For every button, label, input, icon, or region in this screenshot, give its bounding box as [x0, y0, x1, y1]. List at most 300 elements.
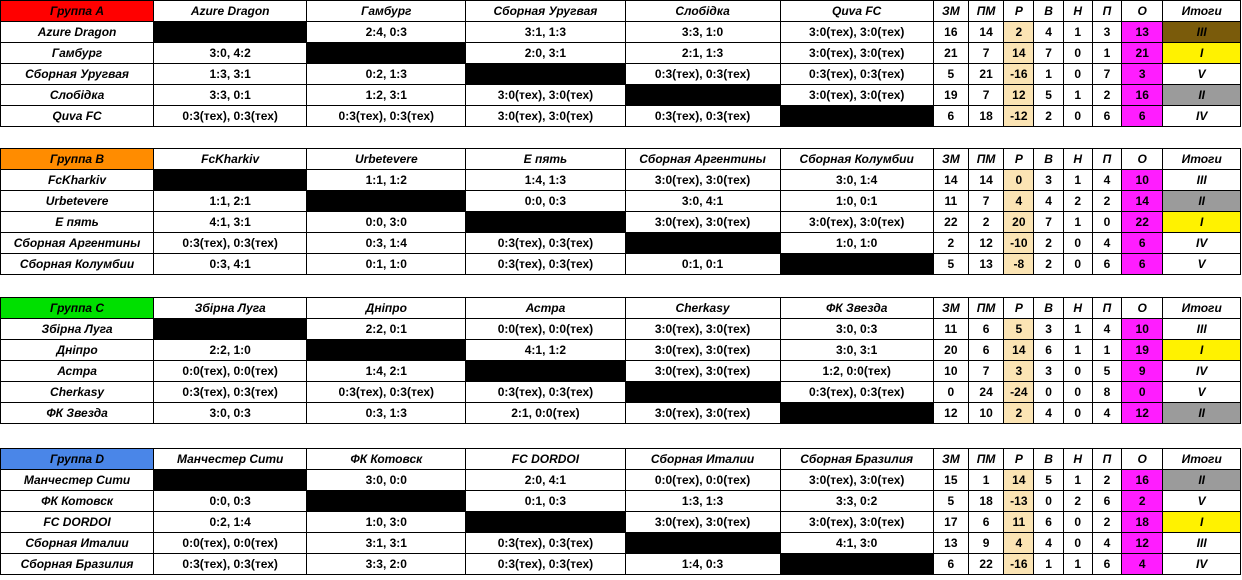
self-match-cell	[466, 64, 625, 85]
match-score-cell: 2:2, 0:1	[307, 319, 466, 340]
draws: 0	[1063, 233, 1092, 254]
final-rank: V	[1163, 491, 1241, 512]
group-title: Группа В	[1, 149, 154, 170]
match-score-cell: 0:3(тех), 0:3(тех)	[466, 254, 625, 275]
match-score-cell: 0:2, 1:3	[307, 64, 466, 85]
self-match-cell	[780, 403, 933, 424]
losses: 4	[1092, 170, 1121, 191]
wins: 6	[1034, 340, 1063, 361]
losses: 4	[1092, 319, 1121, 340]
self-match-cell	[625, 533, 780, 554]
wins: 3	[1034, 361, 1063, 382]
table-row	[1, 43, 1241, 64]
match-score-cell: 1:0, 1:0	[780, 233, 933, 254]
header-row	[1, 1, 1241, 22]
points: 6	[1122, 254, 1163, 275]
wins: 2	[1034, 233, 1063, 254]
row-team-name: Сборная Колумбии	[1, 254, 154, 275]
goals-scored: 11	[933, 319, 968, 340]
draws: 1	[1063, 212, 1092, 233]
column-header-zm: ЗМ	[933, 149, 968, 170]
self-match-cell	[154, 470, 307, 491]
draws: 0	[1063, 64, 1092, 85]
row-team-name: Гамбург	[1, 43, 154, 64]
points: 12	[1122, 403, 1163, 424]
match-score-cell: 3:0(тех), 3:0(тех)	[625, 170, 780, 191]
match-score-cell: 2:4, 0:3	[307, 22, 466, 43]
column-header-team: Cherkasy	[625, 298, 780, 319]
final-rank: V	[1163, 254, 1241, 275]
match-score-cell: 0:0(тех), 0:0(тех)	[625, 470, 780, 491]
goals-scored: 14	[933, 170, 968, 191]
match-score-cell: 0:0(тех), 0:0(тех)	[154, 533, 307, 554]
match-score-cell: 2:1, 0:0(тех)	[466, 403, 625, 424]
match-score-cell: 0:1, 0:1	[625, 254, 780, 275]
goals-scored: 2	[933, 233, 968, 254]
match-score-cell: 1:1, 1:2	[307, 170, 466, 191]
points: 19	[1122, 340, 1163, 361]
goals-scored: 16	[933, 22, 968, 43]
goal-difference: 14	[1004, 470, 1034, 491]
match-score-cell: 1:3, 1:3	[625, 491, 780, 512]
row-team-name: ФК Котовск	[1, 491, 154, 512]
match-score-cell: 3:3, 2:0	[307, 554, 466, 575]
table-row	[1, 319, 1241, 340]
row-team-name: Сборная Бразилия	[1, 554, 154, 575]
column-header-team: Е пять	[466, 149, 625, 170]
match-score-cell: 3:0(тех), 3:0(тех)	[625, 512, 780, 533]
match-score-cell: 3:0(тех), 3:0(тех)	[780, 22, 933, 43]
final-rank: I	[1163, 340, 1241, 361]
match-score-cell: 3:0(тех), 3:0(тех)	[466, 106, 625, 127]
column-header-team: Збірна Луга	[154, 298, 307, 319]
wins: 5	[1034, 85, 1063, 106]
column-header-r: Р	[1004, 449, 1034, 470]
row-team-name: Астра	[1, 361, 154, 382]
goal-difference: -13	[1004, 491, 1034, 512]
row-team-name: Е пять	[1, 212, 154, 233]
wins: 4	[1034, 403, 1063, 424]
match-score-cell: 1:0, 0:1	[780, 191, 933, 212]
match-score-cell: 1:3, 3:1	[154, 64, 307, 85]
self-match-cell	[625, 233, 780, 254]
group-title: Группа D	[1, 449, 154, 470]
goals-scored: 5	[933, 254, 968, 275]
wins: 4	[1034, 533, 1063, 554]
points: 14	[1122, 191, 1163, 212]
column-header-r: Р	[1004, 1, 1034, 22]
table-row	[1, 403, 1241, 424]
match-score-cell: 0:3(тех), 0:3(тех)	[154, 382, 307, 403]
match-score-cell: 0:3(тех), 0:3(тех)	[466, 382, 625, 403]
draws: 0	[1063, 403, 1092, 424]
row-team-name: Azure Dragon	[1, 22, 154, 43]
match-score-cell: 0:3(тех), 0:3(тех)	[307, 382, 466, 403]
points: 16	[1122, 470, 1163, 491]
column-header-o: О	[1122, 149, 1163, 170]
table-row	[1, 85, 1241, 106]
match-score-cell: 3:0(тех), 3:0(тех)	[625, 340, 780, 361]
column-header-v: В	[1034, 298, 1063, 319]
self-match-cell	[625, 382, 780, 403]
final-rank: II	[1163, 85, 1241, 106]
table-row	[1, 533, 1241, 554]
final-rank: V	[1163, 64, 1241, 85]
match-score-cell: 4:1, 3:0	[780, 533, 933, 554]
goal-difference: -16	[1004, 554, 1034, 575]
column-header-team: Астра	[466, 298, 625, 319]
group-standings-table	[0, 297, 1241, 424]
losses: 2	[1092, 191, 1121, 212]
column-header-team: Quva FC	[780, 1, 933, 22]
group-standings-table	[0, 448, 1241, 575]
points: 10	[1122, 319, 1163, 340]
column-header-team: Сборная Колумбии	[780, 149, 933, 170]
group-title: Группа С	[1, 298, 154, 319]
points: 12	[1122, 533, 1163, 554]
losses: 2	[1092, 512, 1121, 533]
column-header-n: Н	[1063, 449, 1092, 470]
losses: 1	[1092, 340, 1121, 361]
group-table-2	[0, 148, 1241, 275]
self-match-cell	[154, 170, 307, 191]
self-match-cell	[780, 106, 933, 127]
table-row	[1, 254, 1241, 275]
points: 6	[1122, 106, 1163, 127]
match-score-cell: 3:0(тех), 3:0(тех)	[466, 85, 625, 106]
final-rank: II	[1163, 470, 1241, 491]
row-team-name: Quva FC	[1, 106, 154, 127]
goals-conceded: 1	[968, 470, 1003, 491]
column-header-p: П	[1092, 449, 1121, 470]
goals-scored: 10	[933, 361, 968, 382]
match-score-cell: 3:0, 0:0	[307, 470, 466, 491]
wins: 6	[1034, 512, 1063, 533]
column-header-team: Манчестер Сити	[154, 449, 307, 470]
self-match-cell	[780, 554, 933, 575]
match-score-cell: 1:2, 3:1	[307, 85, 466, 106]
self-match-cell	[154, 22, 307, 43]
final-rank: V	[1163, 382, 1241, 403]
column-header-zm: ЗМ	[933, 1, 968, 22]
column-header-pm: ПМ	[968, 449, 1003, 470]
goal-difference: -24	[1004, 382, 1034, 403]
draws: 2	[1063, 191, 1092, 212]
wins: 0	[1034, 382, 1063, 403]
match-score-cell: 3:0(тех), 3:0(тех)	[780, 43, 933, 64]
self-match-cell	[307, 43, 466, 64]
final-rank: I	[1163, 43, 1241, 64]
wins: 2	[1034, 254, 1063, 275]
goal-difference: -16	[1004, 64, 1034, 85]
column-header-team: Слобідка	[625, 1, 780, 22]
losses: 0	[1092, 212, 1121, 233]
self-match-cell	[154, 319, 307, 340]
row-team-name: FcKharkiv	[1, 170, 154, 191]
row-team-name: Дніпро	[1, 340, 154, 361]
points: 18	[1122, 512, 1163, 533]
match-score-cell: 0:3(тех), 0:3(тех)	[466, 233, 625, 254]
header-row	[1, 149, 1241, 170]
self-match-cell	[307, 191, 466, 212]
column-header-team: FcKharkiv	[154, 149, 307, 170]
goals-scored: 17	[933, 512, 968, 533]
match-score-cell: 3:0(тех), 3:0(тех)	[780, 212, 933, 233]
draws: 0	[1063, 254, 1092, 275]
match-score-cell: 3:3, 1:0	[625, 22, 780, 43]
goals-scored: 15	[933, 470, 968, 491]
match-score-cell: 0:0(тех), 0:0(тех)	[154, 361, 307, 382]
goals-conceded: 6	[968, 512, 1003, 533]
goals-conceded: 13	[968, 254, 1003, 275]
row-team-name: ФК Звезда	[1, 403, 154, 424]
goals-scored: 5	[933, 491, 968, 512]
draws: 1	[1063, 85, 1092, 106]
group-table-1	[0, 0, 1241, 127]
match-score-cell: 3:1, 3:1	[307, 533, 466, 554]
goal-difference: 14	[1004, 43, 1034, 64]
match-score-cell: 0:3(тех), 0:3(тех)	[307, 106, 466, 127]
draws: 0	[1063, 512, 1092, 533]
wins: 3	[1034, 170, 1063, 191]
column-header-v: В	[1034, 149, 1063, 170]
draws: 1	[1063, 319, 1092, 340]
row-team-name: Сборная Уругвая	[1, 64, 154, 85]
row-team-name: Urbetevere	[1, 191, 154, 212]
table-row	[1, 22, 1241, 43]
column-header-r: Р	[1004, 149, 1034, 170]
goal-difference: 14	[1004, 340, 1034, 361]
match-score-cell: 3:0(тех), 3:0(тех)	[780, 512, 933, 533]
match-score-cell: 1:4, 0:3	[625, 554, 780, 575]
draws: 0	[1063, 106, 1092, 127]
wins: 4	[1034, 22, 1063, 43]
goal-difference: -12	[1004, 106, 1034, 127]
goals-conceded: 6	[968, 319, 1003, 340]
match-score-cell: 4:1, 3:1	[154, 212, 307, 233]
goals-conceded: 18	[968, 106, 1003, 127]
match-score-cell: 0:1, 1:0	[307, 254, 466, 275]
match-score-cell: 3:0, 0:3	[154, 403, 307, 424]
table-row	[1, 64, 1241, 85]
goals-conceded: 24	[968, 382, 1003, 403]
goals-conceded: 7	[968, 85, 1003, 106]
points: 9	[1122, 361, 1163, 382]
match-score-cell: 3:0, 4:2	[154, 43, 307, 64]
table-row	[1, 212, 1241, 233]
goal-difference: 3	[1004, 361, 1034, 382]
goal-difference: 0	[1004, 170, 1034, 191]
match-score-cell: 3:0(тех), 3:0(тех)	[625, 319, 780, 340]
wins: 1	[1034, 64, 1063, 85]
draws: 0	[1063, 533, 1092, 554]
row-team-name: Слобідка	[1, 85, 154, 106]
match-score-cell: 0:3, 4:1	[154, 254, 307, 275]
column-header-team: FC DORDOI	[466, 449, 625, 470]
column-header-team: Urbetevere	[307, 149, 466, 170]
column-header-p: П	[1092, 149, 1121, 170]
self-match-cell	[307, 491, 466, 512]
goal-difference: 11	[1004, 512, 1034, 533]
final-rank: IV	[1163, 233, 1241, 254]
draws: 1	[1063, 340, 1092, 361]
self-match-cell	[780, 254, 933, 275]
goal-difference: 2	[1004, 403, 1034, 424]
match-score-cell: 0:0, 3:0	[307, 212, 466, 233]
column-header-v: В	[1034, 449, 1063, 470]
losses: 8	[1092, 382, 1121, 403]
column-header-pm: ПМ	[968, 149, 1003, 170]
column-header-team: ФК Звезда	[780, 298, 933, 319]
match-score-cell: 3:0(тех), 3:0(тех)	[625, 212, 780, 233]
column-header-n: Н	[1063, 1, 1092, 22]
goals-conceded: 12	[968, 233, 1003, 254]
table-row	[1, 491, 1241, 512]
table-row	[1, 470, 1241, 491]
losses: 6	[1092, 106, 1121, 127]
goals-scored: 19	[933, 85, 968, 106]
wins: 7	[1034, 43, 1063, 64]
match-score-cell: 3:0, 3:1	[780, 340, 933, 361]
self-match-cell	[466, 361, 625, 382]
final-rank: III	[1163, 533, 1241, 554]
goal-difference: 4	[1004, 533, 1034, 554]
column-header-o: О	[1122, 1, 1163, 22]
table-row	[1, 233, 1241, 254]
match-score-cell: 0:3(тех), 0:3(тех)	[466, 554, 625, 575]
losses: 5	[1092, 361, 1121, 382]
match-score-cell: 3:0(тех), 3:0(тех)	[780, 470, 933, 491]
goals-conceded: 14	[968, 22, 1003, 43]
match-score-cell: 0:3, 1:3	[307, 403, 466, 424]
draws: 1	[1063, 470, 1092, 491]
points: 13	[1122, 22, 1163, 43]
final-rank: II	[1163, 403, 1241, 424]
match-score-cell: 0:3, 1:4	[307, 233, 466, 254]
match-score-cell: 1:0, 3:0	[307, 512, 466, 533]
draws: 0	[1063, 43, 1092, 64]
match-score-cell: 2:0, 3:1	[466, 43, 625, 64]
points: 22	[1122, 212, 1163, 233]
match-score-cell: 3:3, 0:1	[154, 85, 307, 106]
draws: 0	[1063, 361, 1092, 382]
column-header-pm: ПМ	[968, 298, 1003, 319]
goals-conceded: 7	[968, 191, 1003, 212]
match-score-cell: 0:3(тех), 0:3(тех)	[625, 64, 780, 85]
table-row	[1, 554, 1241, 575]
goal-difference: -8	[1004, 254, 1034, 275]
self-match-cell	[625, 85, 780, 106]
column-header-p: П	[1092, 298, 1121, 319]
final-rank: III	[1163, 319, 1241, 340]
self-match-cell	[466, 212, 625, 233]
losses: 6	[1092, 554, 1121, 575]
table-row	[1, 382, 1241, 403]
losses: 6	[1092, 254, 1121, 275]
match-score-cell: 0:3(тех), 0:3(тех)	[780, 64, 933, 85]
final-rank: IV	[1163, 106, 1241, 127]
column-header-team: ФК Котовск	[307, 449, 466, 470]
column-header-p: П	[1092, 1, 1121, 22]
losses: 4	[1092, 533, 1121, 554]
column-header-zm: ЗМ	[933, 449, 968, 470]
match-score-cell: 3:0(тех), 3:0(тех)	[625, 361, 780, 382]
goal-difference: 20	[1004, 212, 1034, 233]
goal-difference: 5	[1004, 319, 1034, 340]
table-row	[1, 170, 1241, 191]
group-table-3	[0, 297, 1241, 424]
match-score-cell: 3:0, 1:4	[780, 170, 933, 191]
goal-difference: -10	[1004, 233, 1034, 254]
final-rank: IV	[1163, 361, 1241, 382]
losses: 2	[1092, 470, 1121, 491]
match-score-cell: 0:3(тех), 0:3(тех)	[780, 382, 933, 403]
goals-conceded: 9	[968, 533, 1003, 554]
goals-scored: 20	[933, 340, 968, 361]
goal-difference: 12	[1004, 85, 1034, 106]
column-header-team: Сборная Аргентины	[625, 149, 780, 170]
table-row	[1, 106, 1241, 127]
column-header-o: О	[1122, 449, 1163, 470]
wins: 5	[1034, 470, 1063, 491]
table-row	[1, 340, 1241, 361]
column-header-r: Р	[1004, 298, 1034, 319]
goals-conceded: 2	[968, 212, 1003, 233]
final-rank: I	[1163, 512, 1241, 533]
points: 16	[1122, 85, 1163, 106]
column-header-n: Н	[1063, 298, 1092, 319]
match-score-cell: 2:0, 4:1	[466, 470, 625, 491]
match-score-cell: 0:0, 0:3	[154, 491, 307, 512]
goals-scored: 0	[933, 382, 968, 403]
wins: 4	[1034, 191, 1063, 212]
match-score-cell: 3:3, 0:2	[780, 491, 933, 512]
final-rank: IV	[1163, 554, 1241, 575]
goals-conceded: 7	[968, 43, 1003, 64]
match-score-cell: 0:1, 0:3	[466, 491, 625, 512]
wins: 1	[1034, 554, 1063, 575]
column-header-itogi: Итоги	[1163, 1, 1241, 22]
points: 10	[1122, 170, 1163, 191]
draws: 1	[1063, 22, 1092, 43]
column-header-itogi: Итоги	[1163, 449, 1241, 470]
points: 0	[1122, 382, 1163, 403]
goals-scored: 6	[933, 554, 968, 575]
group-standings-table	[0, 0, 1241, 127]
column-header-team: Сборная Бразилия	[780, 449, 933, 470]
wins: 7	[1034, 212, 1063, 233]
goals-scored: 22	[933, 212, 968, 233]
match-score-cell: 1:4, 1:3	[466, 170, 625, 191]
column-header-zm: ЗМ	[933, 298, 968, 319]
column-header-n: Н	[1063, 149, 1092, 170]
group-standings-table	[0, 148, 1241, 275]
goals-conceded: 21	[968, 64, 1003, 85]
self-match-cell	[466, 512, 625, 533]
points: 21	[1122, 43, 1163, 64]
match-score-cell: 1:1, 2:1	[154, 191, 307, 212]
table-row	[1, 361, 1241, 382]
goal-difference: 4	[1004, 191, 1034, 212]
wins: 0	[1034, 491, 1063, 512]
goals-scored: 6	[933, 106, 968, 127]
match-score-cell: 3:0, 0:3	[780, 319, 933, 340]
group-title: Группа А	[1, 1, 154, 22]
goals-scored: 12	[933, 403, 968, 424]
points: 2	[1122, 491, 1163, 512]
row-team-name: Сборная Италии	[1, 533, 154, 554]
table-row	[1, 191, 1241, 212]
